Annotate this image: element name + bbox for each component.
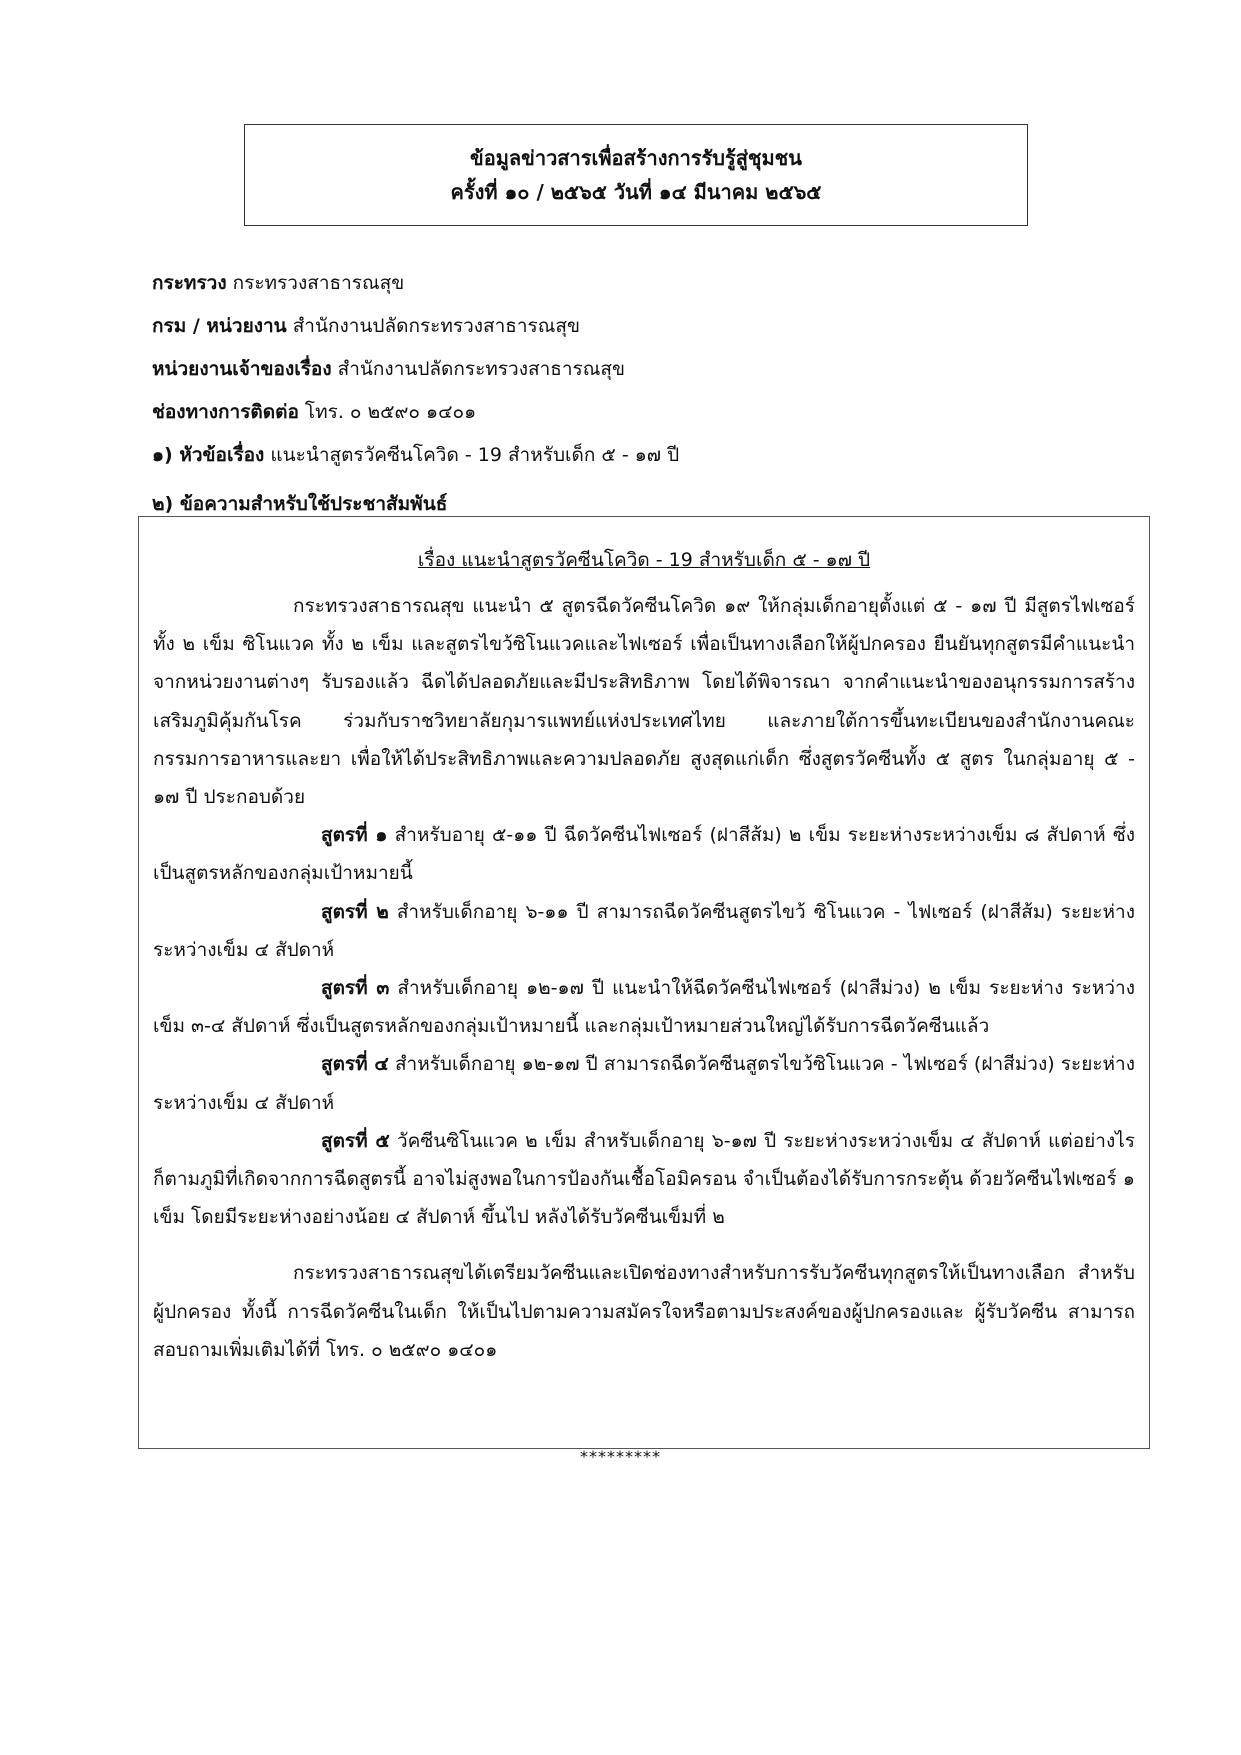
formula-item: [153, 1045, 1135, 1121]
article-closing: กระทรวงสาธารณสุขได้เตรียมวัคซีนและเปิดช่องทางสำหรับการรับวัคซีนทุกสูตรให้เป็นทางเลือก สำหรับผู้ปกครอง ทั้งนี้ การฉีดวัคซีนในเด็ก ให้เป็นไปตามความสมัครใจหรือตามประสงค์ของผู้ปกครองและ ผู้รับวัคซีน สามารถสอบถามเพิ่มเติมได้ที่ โทร. ๐ ๒๕๙๐ ๑๔๐๑: [153, 1262, 1135, 1361]
formula-item: [153, 816, 1135, 892]
meta-department-value: สำนักงานปลัดกระทรวงสาธารณสุข: [292, 315, 580, 337]
formula-text: สำหรับเด็กอายุ ๖-๑๑ ปี สามารถฉีดวัคซีนสูตรไขว้ ซิโนแวค - ไฟเซอร์ (ฝาสีส้ม) ระยะห่างระหว่างเข็ม ๔ สัปดาห์: [153, 900, 1135, 961]
meta-department-label: กรม / หน่วยงาน: [152, 315, 287, 337]
meta-owner-label: หน่วยงานเจ้าของเรื่อง: [152, 358, 332, 380]
article-intro: กระทรวงสาธารณสุข แนะนำ ๕ สูตรฉีดวัคซีนโควิด ๑๙ ให้กลุ่มเด็กอายุตั้งแต่ ๕ - ๑๗ ปี มีสูตรไฟเซอร์ทั้ง ๒ เข็ม ซิโนแวค ทั้ง ๒ เข็ม และสูตรไขว้ซิโนแวคและไฟเซอร์ เพื่อเป็นทางเลือกให้ผู้ปกครอง ยืนยันทุกสูตรมีคำแนะนำจากหน่วยงานต่างๆ รับรองแล้ว ฉีดได้ปลอดภัยและมีประสิทธิภาพ โดยได้พิจารณา จากคำแนะนำของอนุกรรมการสร้างเสริมภูมิคุ้มกันโรค ร่วมกับราชวิทยาลัยกุมารแพทย์แห่งประเทศไทย และภายใต้การขึ้นทะเบียนของสำนักงานคณะกรรมการอาหารและยา เพื่อให้ได้ประสิทธิภาพและความปลอดภัย สูงสุดแก่เด็ก ซึ่งสูตรวัคซีนทั้ง ๕ สูตร ในกลุ่มอายุ ๕ - ๑๗ ปี ประกอบด้วย: [153, 595, 1135, 809]
formula-label: สูตรที่ ๑: [321, 824, 388, 847]
document-title: ข้อมูลข่าวสารเพื่อสร้างการรับรู้สู่ชุมชน: [470, 146, 802, 170]
meta-department: [152, 305, 1152, 348]
document-meta: [152, 262, 1152, 526]
meta-topic-value: แนะนำสูตรวัคซีนโควิด - 19 สำหรับเด็ก ๕ - ๑๗ ปี: [270, 444, 680, 466]
meta-owner: [152, 348, 1152, 391]
meta-topic-label: ๑) หัวข้อเรื่อง: [152, 444, 265, 466]
meta-topic: [152, 434, 1152, 477]
formula-label: สูตรที่ ๒: [321, 900, 389, 923]
meta-contact-label: ช่องทางการติดต่อ: [152, 401, 299, 423]
formula-text: สำหรับเด็กอายุ ๑๒-๑๗ ปี แนะนำให้ฉีดวัคซีนไฟเซอร์ (ฝาสีม่วง) ๒ เข็ม ระยะห่าง ระหว่างเข็ม ๓-๔ สัปดาห์ ซึ่งเป็นสูตรหลักของกลุ่มเป้าหมายนี้ และกลุ่มเป้าหมายส่วนใหญ่ได้รับการฉีดวัคซีนแล้ว: [153, 977, 1135, 1038]
formula-item: [153, 1122, 1135, 1237]
formula-text: สำหรับอายุ ๕-๑๑ ปี ฉีดวัคซีนไฟเซอร์ (ฝาสีส้ม) ๒ เข็ม ระยะห่างระหว่างเข็ม ๘ สัปดาห์ ซึ่งเป็นสูตรหลักของกลุ่มเป้าหมายนี้: [153, 824, 1136, 885]
meta-contact-value: โทร. ๐ ๒๕๙๐ ๑๔๐๑: [304, 401, 477, 423]
formula-label: สูตรที่ ๓: [321, 977, 390, 1000]
formula-label: สูตรที่ ๔: [321, 1053, 389, 1076]
formula-text: วัคซีนซิโนแวค ๒ เข็ม สำหรับเด็กอายุ ๖-๑๗ ปี ระยะห่างระหว่างเข็ม ๔ สัปดาห์ แต่อย่างไรก็ตามภูมิที่เกิดจากการฉีดสูตรนี้ อาจไม่สูงพอในการป้องกันเชื้อโอมิครอน จำเป็นต้องได้รับการกระตุ้น ด้วยวัคซีนไฟเซอร์ ๑ เข็ม โดยมีระยะห่างอย่างน้อย ๔ สัปดาห์ ขึ้นไป หลังได้รับวัคซีนเข็มที่ ๒: [153, 1129, 1135, 1229]
formula-item: [153, 893, 1135, 969]
formula-item: [153, 969, 1135, 1045]
meta-ministry-label: กระทรวง: [152, 272, 227, 294]
press-release-box: [138, 516, 1150, 1449]
meta-contact: [152, 391, 1152, 434]
formula-label: สูตรที่ ๕: [321, 1129, 390, 1152]
meta-owner-value: สำนักงานปลัดกระทรวงสาธารณสุข: [337, 358, 625, 380]
meta-ministry: [152, 262, 1152, 305]
meta-ministry-value: กระทรวงสาธารณสุข: [232, 272, 405, 294]
meta-pr-label: ๒) ข้อความสำหรับใช้ประชาสัมพันธ์: [152, 493, 448, 515]
formula-text: สำหรับเด็กอายุ ๑๒-๑๗ ปี สามารถฉีดวัคซีนสูตรไขว้ซิโนแวค - ไฟเซอร์ (ฝาสีม่วง) ระยะห่างระหว่างเข็ม ๔ สัปดาห์: [153, 1053, 1135, 1114]
document-title-box: [244, 124, 1028, 226]
document-issue-date: ครั้งที่ ๑๐ / ๒๕๖๕ วันที่ ๑๔ มีนาคม ๒๕๖๕: [450, 180, 822, 204]
end-marker: *********: [580, 1447, 661, 1466]
article-title: เรื่อง แนะนำสูตรวัคซีนโควิด - 19 สำหรับเด็ก ๕ - ๑๗ ปี: [417, 549, 871, 571]
